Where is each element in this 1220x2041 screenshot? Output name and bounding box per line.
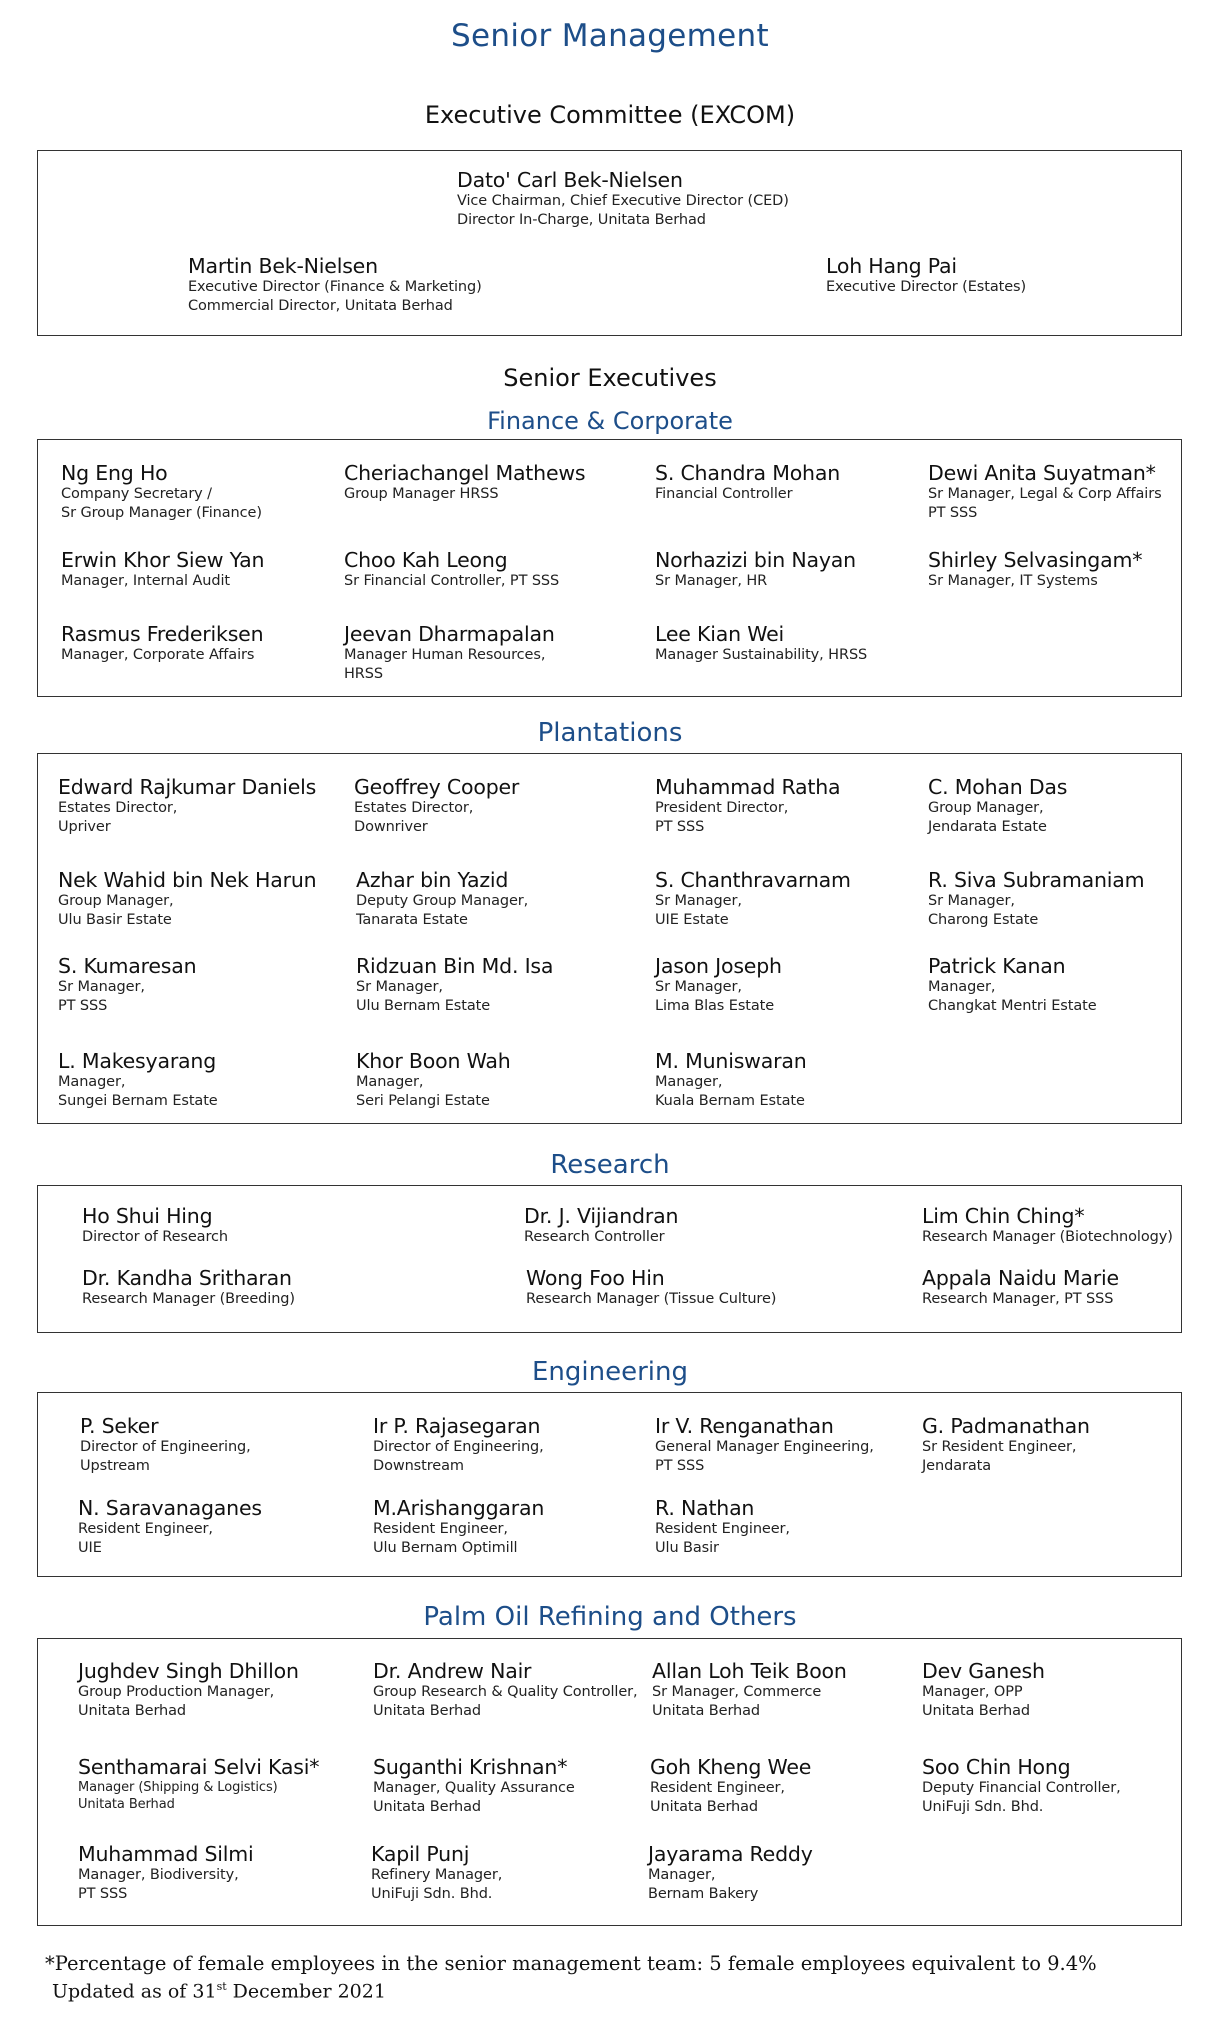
member-name: Ir V. Renganathan bbox=[655, 1414, 834, 1438]
finance-member bbox=[344, 548, 559, 591]
member-role-line-1: Research Manager, PT SSS bbox=[922, 1291, 1114, 1307]
member-role-line-2: Unitata Berhad bbox=[373, 1703, 482, 1719]
member-name: S. Kumaresan bbox=[58, 954, 197, 978]
member-role-line-1: Executive Director (Estates) bbox=[826, 279, 1027, 295]
member-role-line-1: Manager Sustainability, HRSS bbox=[655, 647, 868, 663]
footnote-updated-suffix: December 2021 bbox=[226, 1980, 386, 2003]
member-role-line-2: PT SSS bbox=[655, 1458, 705, 1474]
member-role-line-1: Director of Research bbox=[82, 1229, 228, 1245]
refining-member bbox=[78, 1659, 299, 1721]
member-role-line-1: Sr Resident Engineer, bbox=[922, 1439, 1077, 1455]
member-role-line-1: Refinery Manager, bbox=[371, 1867, 503, 1883]
engineering-member bbox=[80, 1414, 251, 1476]
engineering-heading: Engineering bbox=[532, 1357, 688, 1387]
engineering-member bbox=[655, 1496, 790, 1558]
member-name: Cheriachangel Mathews bbox=[344, 461, 586, 485]
member-name: L. Makesyarang bbox=[58, 1049, 217, 1073]
member-role-line-1: Resident Engineer, bbox=[78, 1521, 213, 1537]
member-role-line-2: Director In-Charge, Unitata Berhad bbox=[457, 212, 706, 228]
finance-member bbox=[655, 461, 840, 504]
member-name: G. Padmanathan bbox=[922, 1414, 1090, 1438]
refining-member bbox=[373, 1755, 575, 1817]
page-title: Senior Management bbox=[451, 18, 769, 54]
member-name: Rasmus Frederiksen bbox=[61, 622, 264, 646]
member-role-line-1: Financial Controller bbox=[655, 486, 793, 502]
refining-member bbox=[371, 1842, 502, 1904]
research-member bbox=[82, 1204, 228, 1247]
research-heading: Research bbox=[550, 1150, 670, 1180]
engineering-member bbox=[655, 1414, 874, 1476]
member-role-line-1: Manager, bbox=[655, 1074, 723, 1090]
member-name: Kapil Punj bbox=[371, 1842, 470, 1866]
member-role-line-1: Manager, Internal Audit bbox=[61, 573, 230, 589]
member-role-line-1: Estates Director, bbox=[354, 800, 474, 816]
member-role-line-2: PT SSS bbox=[58, 998, 108, 1014]
member-role-line-2: Kuala Bernam Estate bbox=[655, 1093, 805, 1109]
member-role-line-2: Unitata Berhad bbox=[78, 1703, 187, 1719]
research-member bbox=[526, 1266, 776, 1309]
member-name: Jughdev Singh Dhillon bbox=[78, 1659, 299, 1683]
plantations-member bbox=[58, 1049, 218, 1111]
member-name: Patrick Kanan bbox=[928, 954, 1066, 978]
member-role-line-1: Manager, bbox=[648, 1867, 716, 1883]
plantations-member bbox=[58, 868, 316, 930]
footnote-female-percentage: *Percentage of female employees in the senior management team: 5 female employees equivalent to 9.4% bbox=[45, 1952, 1097, 1975]
member-role-line-1: Manager, Corporate Affairs bbox=[61, 647, 255, 663]
member-role-line-1: Sr Manager, bbox=[356, 979, 443, 995]
member-role-line-1: Manager Human Resources, bbox=[344, 647, 546, 663]
member-name: Jayarama Reddy bbox=[648, 1842, 813, 1866]
finance-member bbox=[655, 548, 856, 591]
member-role-line-1: Sr Manager, bbox=[655, 893, 742, 909]
member-name: Nek Wahid bin Nek Harun bbox=[58, 868, 317, 892]
plantations-member bbox=[928, 868, 1144, 930]
member-name: S. Chanthravarnam bbox=[655, 868, 851, 892]
footnote-updated-prefix: Updated as of 31 bbox=[52, 1980, 217, 2003]
plantations-member bbox=[655, 868, 851, 930]
member-name: Goh Kheng Wee bbox=[650, 1755, 812, 1779]
member-role-line-1: Manager (Shipping & Logistics) bbox=[78, 1780, 278, 1795]
finance-heading: Finance & Corporate bbox=[487, 407, 733, 435]
member-role-line-1: Sr Financial Controller, PT SSS bbox=[344, 573, 560, 589]
plantations-member bbox=[356, 1049, 511, 1111]
refining-member bbox=[78, 1842, 254, 1904]
member-role-line-1: Director of Engineering, bbox=[373, 1439, 544, 1455]
member-role-line-1: Manager, bbox=[928, 979, 996, 995]
member-role-line-1: Company Secretary / bbox=[61, 486, 212, 502]
member-role-line-1: Deputy Group Manager, bbox=[356, 893, 529, 909]
member-role-line-2: Unitata Berhad bbox=[652, 1703, 761, 1719]
plantations-member bbox=[655, 775, 840, 837]
member-role-line-2: Sungei Bernam Estate bbox=[58, 1093, 218, 1109]
member-name: Dr. Kandha Sritharan bbox=[82, 1266, 292, 1290]
refining-member bbox=[78, 1755, 319, 1813]
member-role-line-2: Charong Estate bbox=[928, 912, 1039, 928]
research-member bbox=[524, 1204, 678, 1247]
member-name: Appala Naidu Marie bbox=[922, 1266, 1119, 1290]
member-role-line-2: Unitata Berhad bbox=[78, 1797, 175, 1812]
member-role-line-2: UIE Estate bbox=[655, 912, 729, 928]
plantations-member bbox=[655, 1049, 806, 1111]
member-name: Shirley Selvasingam* bbox=[928, 548, 1143, 572]
member-name: Dewi Anita Suyatman* bbox=[928, 461, 1156, 485]
member-name: R. Siva Subramaniam bbox=[928, 868, 1145, 892]
member-role-line-2: HRSS bbox=[344, 666, 383, 682]
member-name: Lee Kian Wei bbox=[655, 622, 784, 646]
plantations-member bbox=[58, 775, 316, 837]
member-role-line-2: PT SSS bbox=[928, 505, 978, 521]
member-name: M. Muniswaran bbox=[655, 1049, 807, 1073]
member-name: Edward Rajkumar Daniels bbox=[58, 775, 317, 799]
plantations-member bbox=[655, 954, 782, 1016]
member-name: Erwin Khor Siew Yan bbox=[61, 548, 265, 572]
refining-member bbox=[373, 1659, 638, 1721]
footnote-updated-date bbox=[52, 1980, 386, 2002]
member-name: Dr. J. Vijiandran bbox=[524, 1204, 679, 1228]
member-role-line-1: Research Manager (Tissue Culture) bbox=[526, 1291, 777, 1307]
excom-member bbox=[826, 254, 1026, 297]
member-name: Dato' Carl Bek-Nielsen bbox=[457, 168, 683, 192]
member-role-line-1: Sr Manager, Commerce bbox=[652, 1684, 822, 1700]
member-role-line-2: Unitata Berhad bbox=[373, 1799, 482, 1815]
member-role-line-2: Upstream bbox=[80, 1458, 150, 1474]
engineering-member bbox=[922, 1414, 1090, 1476]
member-role-line-1: General Manager Engineering, bbox=[655, 1439, 874, 1455]
member-name: Ng Eng Ho bbox=[61, 461, 168, 485]
member-name: Senthamarai Selvi Kasi* bbox=[78, 1755, 320, 1779]
member-name: Azhar bin Yazid bbox=[356, 868, 509, 892]
member-role-line-2: PT SSS bbox=[655, 819, 705, 835]
member-role-line-1: Group Manager HRSS bbox=[344, 486, 499, 502]
member-name: C. Mohan Das bbox=[928, 775, 1068, 799]
research-member bbox=[82, 1266, 295, 1309]
member-role-line-2: Jendarata Estate bbox=[928, 819, 1047, 835]
member-role-line-1: Manager, Quality Assurance bbox=[373, 1780, 575, 1796]
member-role-line-2: Ulu Basir Estate bbox=[58, 912, 172, 928]
member-name: Jeevan Dharmapalan bbox=[344, 622, 555, 646]
member-role-line-2: Ulu Bernam Optimill bbox=[373, 1540, 518, 1556]
finance-member bbox=[344, 622, 555, 684]
refining-member bbox=[922, 1659, 1045, 1721]
member-role-line-2: UniFuji Sdn. Bhd. bbox=[371, 1886, 493, 1902]
member-role-line-2: Unitata Berhad bbox=[650, 1799, 759, 1815]
member-role-line-2: Sr Group Manager (Finance) bbox=[61, 505, 262, 521]
member-role-line-2: Jendarata bbox=[922, 1458, 991, 1474]
member-role-line-2: UIE bbox=[78, 1540, 102, 1556]
plantations-member bbox=[354, 775, 519, 837]
footnote-updated-sup: st bbox=[216, 1980, 227, 1993]
member-role-line-2: Bernam Bakery bbox=[648, 1886, 759, 1902]
refining-member bbox=[922, 1755, 1121, 1817]
engineering-member bbox=[373, 1414, 544, 1476]
member-name: N. Saravanaganes bbox=[78, 1496, 262, 1520]
member-name: Martin Bek-Nielsen bbox=[188, 254, 378, 278]
member-role-line-2: Tanarata Estate bbox=[356, 912, 468, 928]
member-name: Ir P. Rajasegaran bbox=[373, 1414, 541, 1438]
excom-member bbox=[457, 168, 789, 230]
member-name: Ridzuan Bin Md. Isa bbox=[356, 954, 554, 978]
finance-member bbox=[928, 461, 1162, 523]
member-role-line-2: Upriver bbox=[58, 819, 111, 835]
member-role-line-2: Commercial Director, Unitata Berhad bbox=[188, 298, 453, 314]
member-role-line-1: Sr Manager, bbox=[655, 979, 742, 995]
plantations-member bbox=[58, 954, 196, 1016]
member-role-line-1: Deputy Financial Controller, bbox=[922, 1780, 1121, 1796]
member-name: Muhammad Ratha bbox=[655, 775, 841, 799]
member-role-line-1: Sr Manager, IT Systems bbox=[928, 573, 1098, 589]
member-name: Suganthi Krishnan* bbox=[373, 1755, 568, 1779]
engineering-member bbox=[373, 1496, 544, 1558]
member-role-line-1: Resident Engineer, bbox=[655, 1521, 790, 1537]
member-name: Dev Ganesh bbox=[922, 1659, 1045, 1683]
member-role-line-1: Resident Engineer, bbox=[373, 1521, 508, 1537]
member-role-line-1: Manager, bbox=[58, 1074, 126, 1090]
finance-member bbox=[344, 461, 585, 504]
member-role-line-2: Lima Blas Estate bbox=[655, 998, 775, 1014]
refining-heading: Palm Oil Refining and Others bbox=[423, 1602, 797, 1632]
member-role-line-1: Sr Manager, bbox=[58, 979, 145, 995]
member-role-line-2: UniFuji Sdn. Bhd. bbox=[922, 1799, 1044, 1815]
member-role-line-2: Downstream bbox=[373, 1458, 464, 1474]
research-member bbox=[922, 1266, 1119, 1309]
research-member bbox=[922, 1204, 1173, 1247]
member-name: P. Seker bbox=[80, 1414, 159, 1438]
member-role-line-1: Research Manager (Biotechnology) bbox=[922, 1229, 1173, 1245]
refining-member bbox=[648, 1842, 813, 1904]
member-name: Soo Chin Hong bbox=[922, 1755, 1071, 1779]
plantations-heading: Plantations bbox=[537, 718, 683, 748]
member-name: M.Arishanggaran bbox=[373, 1496, 545, 1520]
plantations-member bbox=[356, 954, 553, 1016]
member-role-line-2: Downriver bbox=[354, 819, 428, 835]
member-role-line-1: Resident Engineer, bbox=[650, 1780, 785, 1796]
member-name: Loh Hang Pai bbox=[826, 254, 957, 278]
member-role-line-1: Estates Director, bbox=[58, 800, 178, 816]
member-role-line-1: Manager, OPP bbox=[922, 1684, 1023, 1700]
member-name: Choo Kah Leong bbox=[344, 548, 508, 572]
senior-executives-heading: Senior Executives bbox=[503, 364, 717, 392]
member-name: Muhammad Silmi bbox=[78, 1842, 254, 1866]
member-role-line-2: Ulu Bernam Estate bbox=[356, 998, 491, 1014]
member-name: Lim Chin Ching* bbox=[922, 1204, 1085, 1228]
refining-member bbox=[650, 1755, 811, 1817]
finance-member bbox=[61, 461, 262, 523]
plantations-member bbox=[928, 775, 1067, 837]
member-name: R. Nathan bbox=[655, 1496, 755, 1520]
member-role-line-1: President Director, bbox=[655, 800, 789, 816]
member-role-line-2: Changkat Mentri Estate bbox=[928, 998, 1097, 1014]
plantations-member bbox=[356, 868, 528, 930]
member-role-line-1: Group Production Manager, bbox=[78, 1684, 275, 1700]
member-role-line-1: Sr Manager, HR bbox=[655, 573, 768, 589]
member-name: Wong Foo Hin bbox=[526, 1266, 665, 1290]
member-role-line-1: Group Manager, bbox=[58, 893, 174, 909]
member-name: Jason Joseph bbox=[655, 954, 782, 978]
engineering-member bbox=[78, 1496, 262, 1558]
member-role-line-1: Sr Manager, bbox=[928, 893, 1015, 909]
member-name: Khor Boon Wah bbox=[356, 1049, 511, 1073]
excom-member bbox=[188, 254, 482, 316]
member-role-line-1: Sr Manager, Legal & Corp Affairs bbox=[928, 486, 1162, 502]
finance-member bbox=[928, 548, 1142, 591]
member-role-line-2: PT SSS bbox=[78, 1886, 128, 1902]
member-role-line-2: Seri Pelangi Estate bbox=[356, 1093, 490, 1109]
member-role-line-1: Vice Chairman, Chief Executive Director (CED) bbox=[457, 193, 789, 209]
member-role-line-1: Executive Director (Finance & Marketing) bbox=[188, 279, 482, 295]
member-name: Allan Loh Teik Boon bbox=[652, 1659, 847, 1683]
member-name: Ho Shui Hing bbox=[82, 1204, 213, 1228]
member-role-line-1: Manager, Biodiversity, bbox=[78, 1867, 239, 1883]
member-name: S. Chandra Mohan bbox=[655, 461, 841, 485]
finance-member bbox=[655, 622, 867, 665]
excom-heading: Executive Committee (EXCOM) bbox=[424, 101, 796, 129]
member-role-line-1: Group Manager, bbox=[928, 800, 1044, 816]
finance-member bbox=[61, 622, 263, 665]
member-role-line-2: Ulu Basir bbox=[655, 1540, 719, 1556]
member-role-line-1: Research Manager (Breeding) bbox=[82, 1291, 295, 1307]
member-role-line-1: Research Controller bbox=[524, 1229, 665, 1245]
member-name: Dr. Andrew Nair bbox=[373, 1659, 532, 1683]
member-role-line-1: Group Research & Quality Controller, bbox=[373, 1684, 638, 1700]
member-name: Geoffrey Cooper bbox=[354, 775, 520, 799]
plantations-member bbox=[928, 954, 1097, 1016]
member-role-line-1: Manager, bbox=[356, 1074, 424, 1090]
finance-member bbox=[61, 548, 264, 591]
member-role-line-2: Unitata Berhad bbox=[922, 1703, 1031, 1719]
refining-member bbox=[652, 1659, 847, 1721]
member-role-line-1: Director of Engineering, bbox=[80, 1439, 251, 1455]
member-name: Norhazizi bin Nayan bbox=[655, 548, 856, 572]
